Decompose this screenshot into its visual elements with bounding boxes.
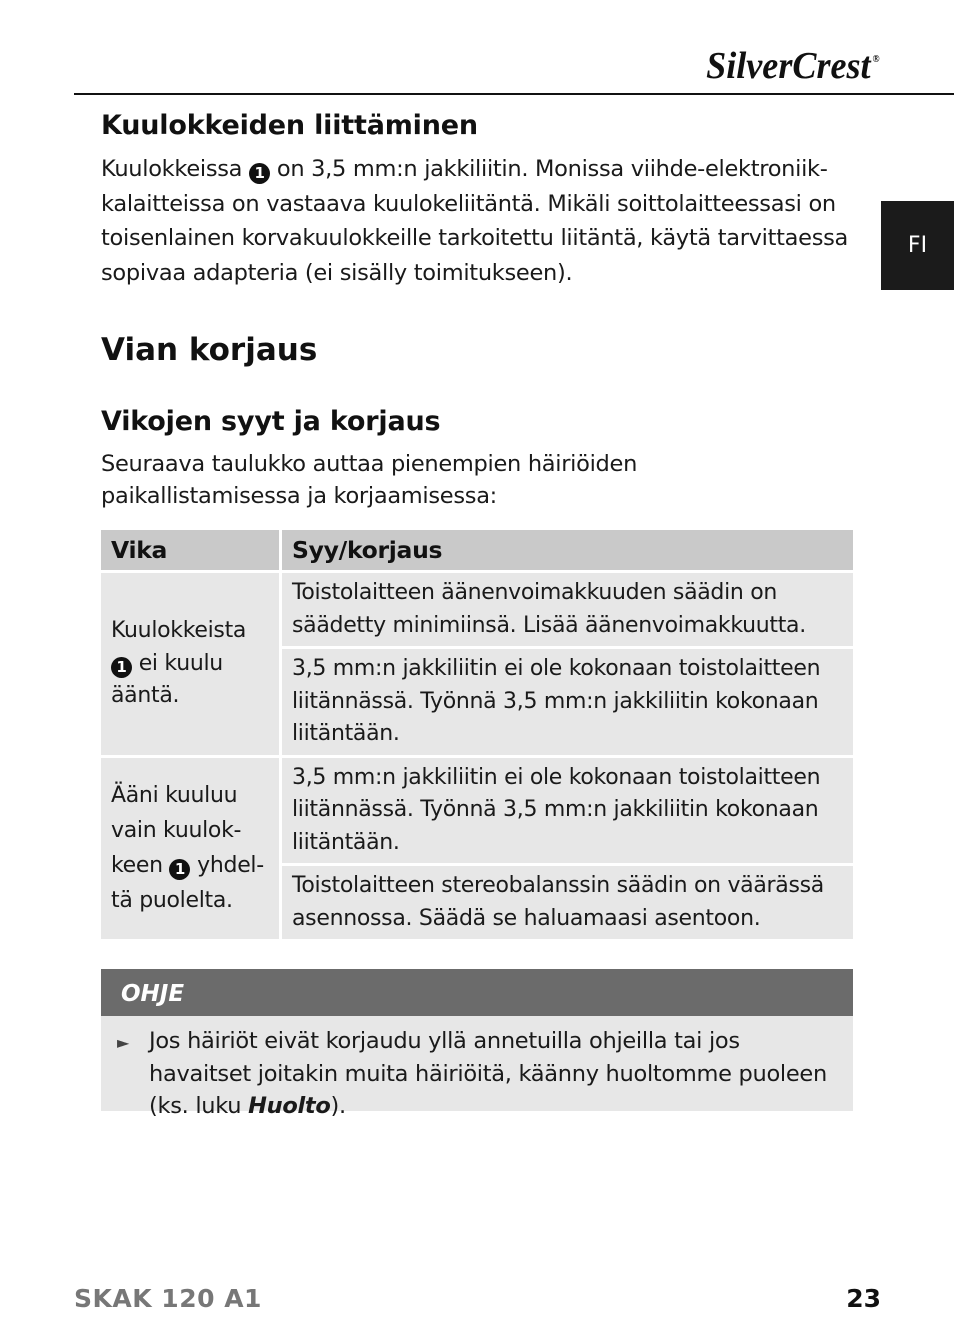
cause-cell: 3,5 mm:n jakkiliitin ei ole kokonaan toistolaitteen liitännässä. Työnnä 3,5 mm:n jakkiliitin kokonaan liitäntään. (282, 649, 853, 755)
note-text: Jos häiriöt eivät korjaudu yllä annetuilla ohjeilla tai jos havaitset joitakin muita häiriöitä, käänny huoltomme puoleen (ks. luku (149, 1028, 827, 1119)
part-number-badge: 1 (111, 657, 132, 678)
troubleshooting-table (101, 527, 853, 942)
footer-model: SKAK 120 A1 (74, 1284, 262, 1313)
arrow-bullet-icon: ► (117, 1033, 130, 1052)
note-body (101, 1016, 853, 1119)
section-title-causes: Vikojen syyt ja korjaus (101, 406, 441, 437)
part-number-badge: 1 (249, 163, 270, 184)
note-heading: OHJE (101, 969, 853, 1016)
fault-text: Kuulokkeista (111, 618, 247, 643)
note-box (101, 969, 853, 1119)
table-row (101, 758, 853, 864)
main-content (101, 104, 861, 512)
header-rule (74, 93, 954, 95)
headphones-text-2: on 3,5 mm:n jakkiliitin. Monissa viihde-elektroniikkalaitteissa on vastaava kuulokeliitäntä. Mikäli soittolaitteessasi on toisenlainen korvakuulokkeille tarkoitettu liitäntä, käytä tarvittaessa sopivaa adapteria (ei sisälly toimitukseen). (101, 156, 849, 286)
cause-cell: 3,5 mm:n jakkiliitin ei ole kokonaan toistolaitteen liitännässä. Työnnä 3,5 mm:n jakkiliitin kokonaan liitäntään. (282, 758, 853, 864)
fault-text: yhdeltä puolelta. (111, 853, 265, 914)
registered-mark: ® (872, 54, 880, 65)
headphones-text-1: Kuulokkeissa (101, 156, 250, 182)
header-vika: Vika (101, 530, 282, 570)
section-title-headphones: Kuulokkeiden liittäminen (101, 110, 478, 141)
table-row (101, 573, 853, 646)
part-number-badge: 1 (169, 859, 190, 880)
cause-cell: Toistolaitteen stereobalanssin säädin on väärässä asennossa. Säädä se haluamaasi asentoon. (282, 866, 853, 939)
language-tab: FI (881, 201, 954, 290)
cause-cell: Toistolaitteen äänenvoimakkuuden säädin on säädetty minimiinsä. Lisää äänenvoimakkuutta. (282, 573, 853, 646)
brand-logo (707, 44, 880, 88)
table-header-row (101, 530, 853, 570)
note-emphasis: Huolto (248, 1093, 331, 1119)
fault-text: ei kuulu ääntä. (111, 650, 223, 708)
brand-logo-text: SilverCrest (706, 45, 871, 87)
table-intro: Seuraava taulukko auttaa pienempien häiriöiden paikallistamisessa ja korjaamisessa: (101, 451, 638, 509)
fault-text: Ääni kuuluu vain kuulokkeen (111, 783, 242, 879)
headphones-paragraph (101, 152, 861, 290)
section-title-troubleshooting: Vian korjaus (101, 332, 318, 368)
page-number: 23 (846, 1284, 881, 1313)
note-text-end: ). (330, 1093, 346, 1119)
header-syy: Syy/korjaus (282, 530, 853, 570)
fault-cell-no-sound (101, 573, 282, 755)
fault-cell-one-side (101, 758, 282, 940)
